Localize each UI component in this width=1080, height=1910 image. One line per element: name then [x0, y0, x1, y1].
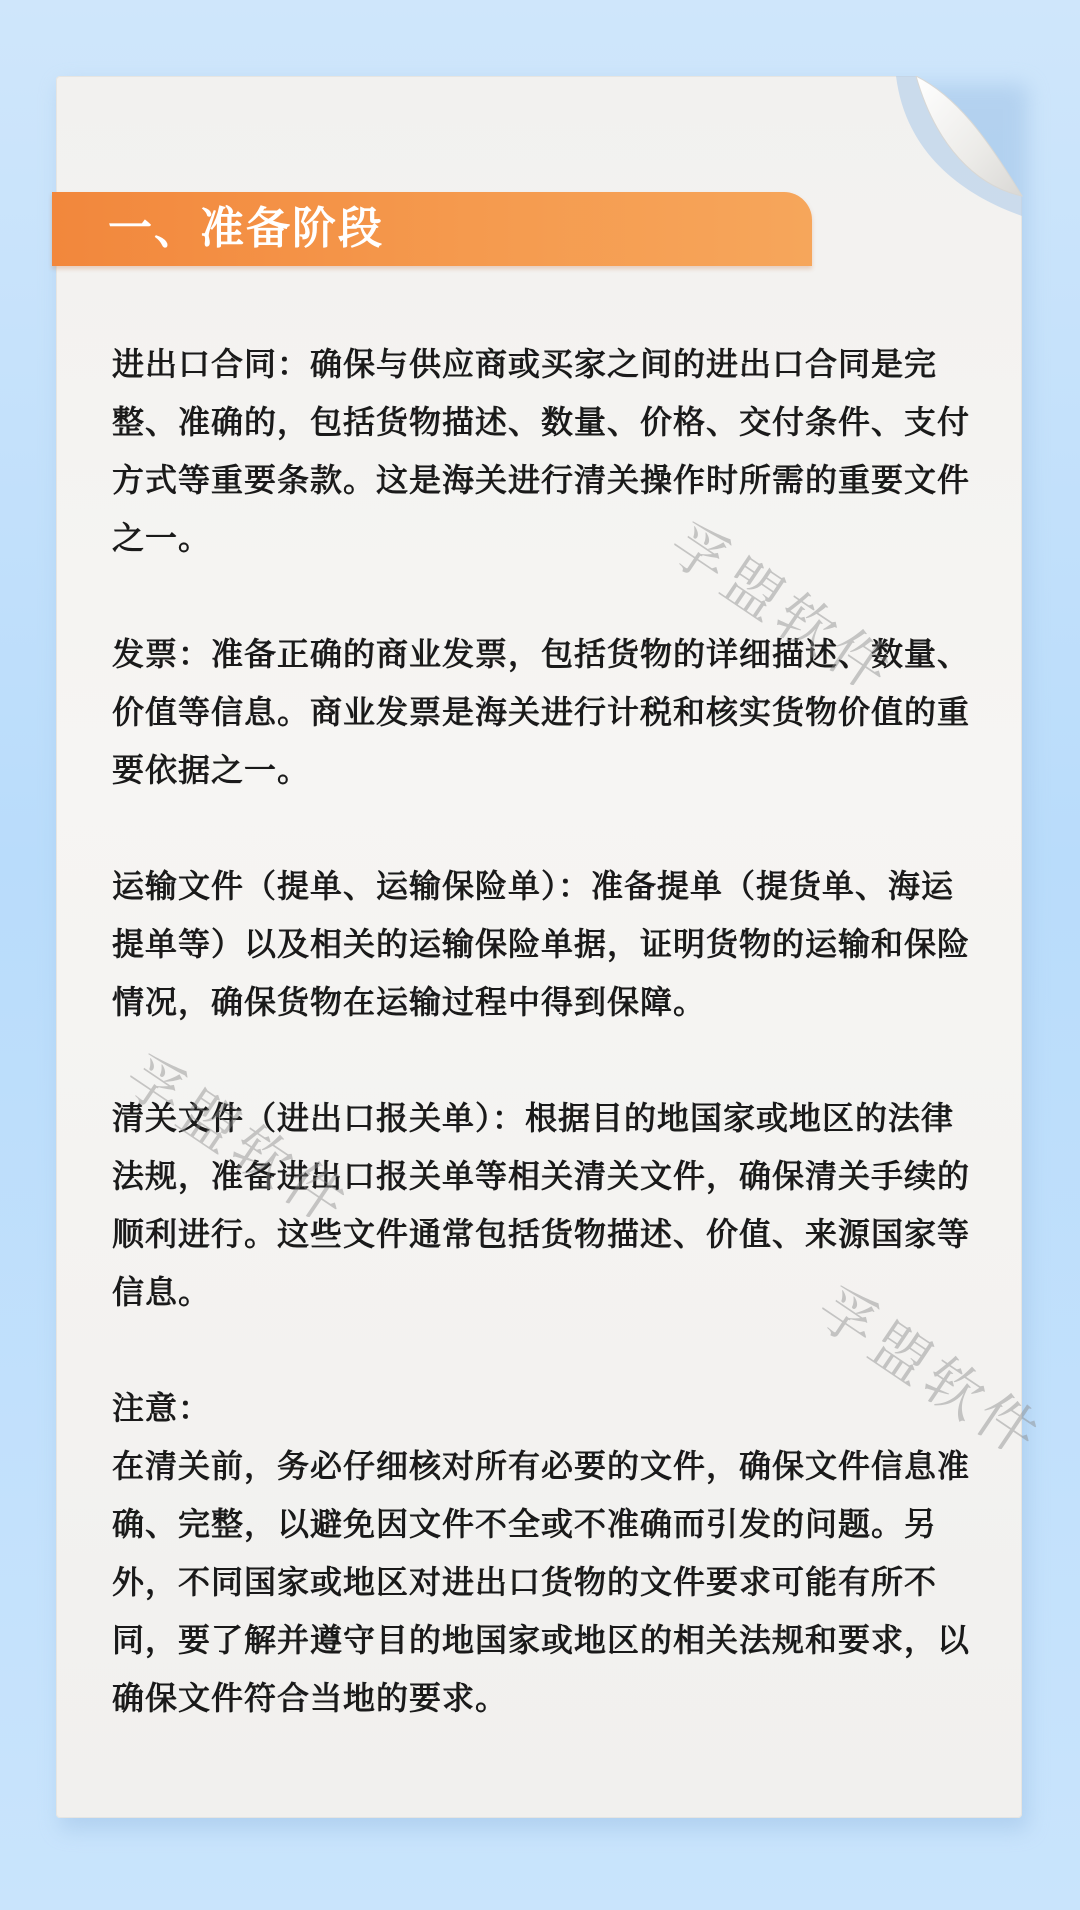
section-title-bar: [52, 192, 812, 266]
note-text: 在清关前，务必仔细核对所有必要的文件，确保文件信息准确、完整，以避免因文件不全或不准确而引发的问题。另外，不同国家或地区对进出口货物的文件要求可能有所不同，要了解并遵守目的地国家或地区的相关法规和要求，以确保文件符合当地的要求。: [112, 1447, 971, 1717]
paragraph-invoice: 发票：准备正确的商业发票，包括货物的详细描述、数量、价值等信息。商业发票是海关进行计税和核实货物价值的重要依据之一。: [112, 635, 971, 789]
note-label: 注意：: [112, 1389, 212, 1427]
content-body: [112, 335, 972, 1785]
paragraph-contract: 进出口合同：确保与供应商或买家之间的进出口合同是完整、准确的，包括货物描述、数量、价格、交付条件、支付方式等重要条款。这是海关进行清关操作时所需的重要文件之一。: [112, 345, 971, 557]
paragraph-transport-documents: 运输文件（提单、运输保险单）：准备提单（提货单、海运提单等）以及相关的运输保险单据，证明货物的运输和保险情况，确保货物在运输过程中得到保障。: [112, 867, 971, 1021]
paragraph-customs-documents: 清关文件（进出口报关单）：根据目的地国家或地区的法律法规，准备进出口报关单等相关清关文件，确保清关手续的顺利进行。这些文件通常包括货物描述、价值、来源国家等信息。: [112, 1099, 971, 1311]
watermark: 孚盟软件: [804, 1272, 1055, 1473]
watermark: 孚盟软件: [112, 1040, 363, 1241]
watermark: 孚盟软件: [656, 508, 907, 709]
page-curl-icon: [896, 76, 1024, 216]
section-title: 一、准备阶段: [108, 203, 384, 254]
